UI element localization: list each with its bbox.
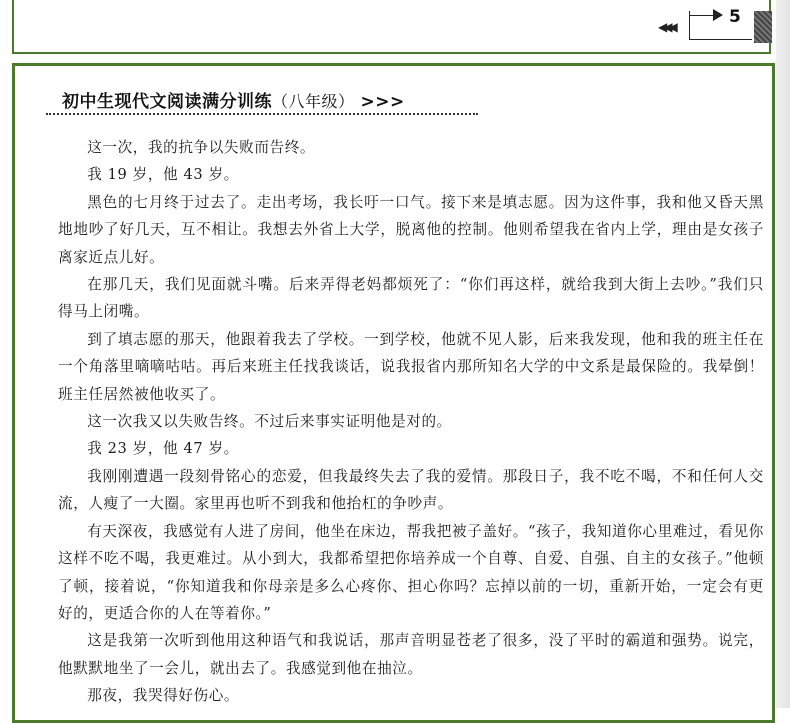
paragraph: 这是我第一次听到他用这种语气和我说话，那声音明显苍老了很多，没了平时的霸道和强势。说完，他默默地坐了一会儿，就出去了。我感觉到他在抽泣。 [58, 632, 764, 677]
paragraph: 我 23 岁，他 47 岁。 [87, 440, 239, 458]
page-number-marker [655, 5, 773, 45]
header-dotted-rule [46, 113, 478, 115]
scan-edge [776, 0, 790, 708]
grade-label: （八年级） [272, 92, 355, 111]
edge-tab-block [754, 11, 772, 43]
triple-arrow-icon: ◀◀◀ [658, 20, 674, 34]
page-number: 5 [729, 7, 741, 27]
paragraph: 我 19 岁，他 43 岁。 [87, 166, 239, 184]
paragraph: 这一次，我的抗争以失败而告终。 [87, 139, 316, 156]
paragraph: 那夜，我哭得好伤心。 [87, 687, 240, 705]
book-title: 初中生现代文阅读满分训练 [62, 92, 272, 112]
book-header [62, 87, 405, 112]
paragraph: 黑色的七月终于过去了。走出考场，我长吁一口气。接下来是填志愿。因为这件事，我和他又昏天黑地地吵了好几天，互不相让。我想去外省上大学，脱离他的控制。他则希望我在省内上学，理由是女孩子离家近点儿好。 [58, 193, 764, 266]
paragraph: 这一次我又以失败告终。不过后来事实证明他是对的。 [87, 413, 452, 431]
paragraph: 到了填志愿的那天，他跟着我去了学校。一到学校，他就不见人影，后来我发现，他和我的班主任在一个角落里嘀嘀咕咕。再后来班主任找我谈话，说我报省内那所知名大学的中文系是最保险的。我晕倒！班主任居然被他收买了。 [58, 330, 764, 403]
arrow-head-icon [713, 9, 723, 21]
arrow-line [689, 15, 715, 16]
article-body [58, 134, 764, 710]
paragraph: 在那几天，我们见面就斗嘴。后来弄得老妈都烦死了：“你们再这样，就给我到大街上去吵。”我们只得马上闭嘴。 [58, 276, 764, 321]
paragraph: 我刚刚遭遇一段刻骨铭心的恋爱，但我最终失去了我的爱情。那段日子，我不吃不喝，不和任何人交流，人瘦了一大圈。家里再也听不到我和他抬杠的争吵声。 [58, 467, 764, 513]
chevrons-icon: >>> [360, 92, 405, 112]
paragraph: 有天深夜，我感觉有人进了房间，他坐在床边，帮我把被子盖好。“孩子，我知道你心里难过，看见你这样不吃不喝，我更难过。从小到大，我都希望把你培养成一个自尊、自爱、自强、自主的女孩子。”他顿了顿，接着说，“你知道我和你母亲是多么心疼你、担心你吗？忘掉以前的一切，重新开始，一定会有更好的，更适合你的人在等着你。” [58, 522, 764, 622]
